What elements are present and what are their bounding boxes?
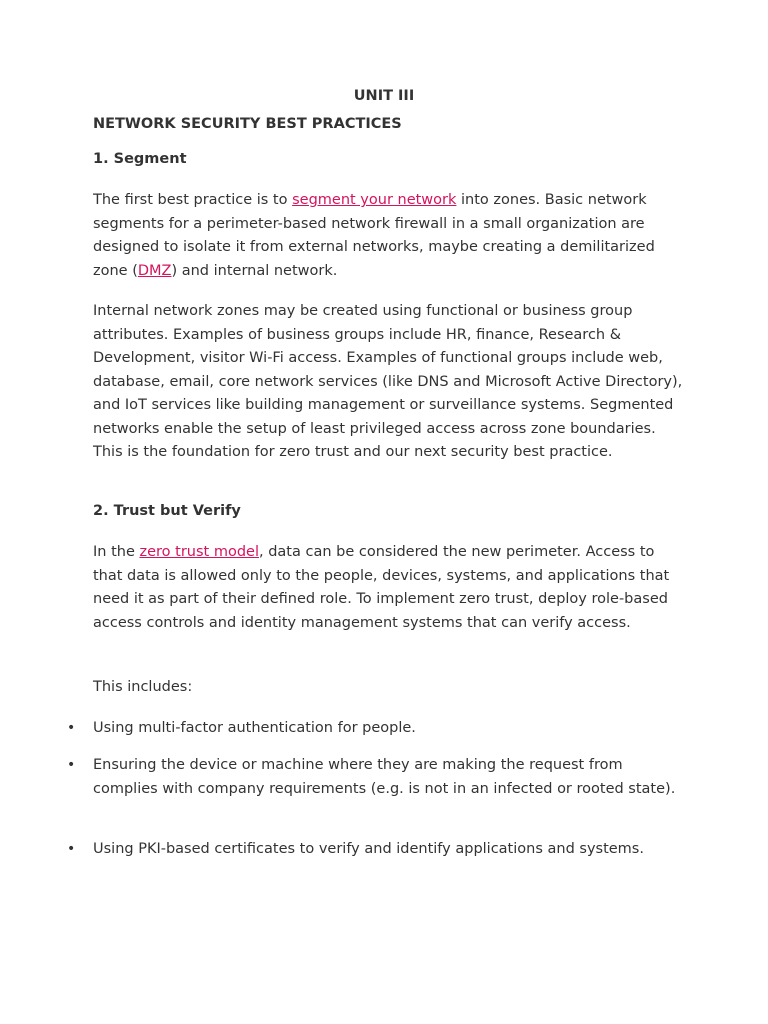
list-item-text: Using multi-factor authentication for people.	[93, 720, 416, 736]
bullet-icon: •	[67, 841, 76, 857]
text-run: ) and internal network.	[171, 262, 338, 279]
section-2-paragraph-2: This includes:	[93, 679, 193, 695]
segment-network-link[interactable]: segment your network	[292, 192, 457, 208]
text-run: The first best practice is to	[93, 192, 293, 208]
bullet-icon: •	[67, 720, 76, 736]
section-1-paragraph-1	[93, 189, 683, 283]
text-run: , data can be considered the new perimeter. Access to that data is allowed only to the people, devices, systems, and applications that need it as part of their defined role. To implement zero trust, deploy role-based access controls and identity management systems that can verify access.	[93, 544, 670, 631]
dmz-link[interactable]: DMZ	[137, 262, 172, 279]
section-1-paragraph-2: Internal network zones may be created using functional or business group attributes. Examples of business groups include HR, finance, Research & Development, visitor Wi-Fi access. Examples of functional groups include web, database, email, core network services (like DNS and Microsoft Active Directory), and IoT services like building management or surveillance systems. Segmented networks enable the setup of least privileged access across zone boundaries. This is the foundation for zero trust and our next security best practice.	[93, 303, 683, 460]
list-item-text: Ensuring the device or machine where they are making the request from complies with company requirements (e.g. is not in an infected or rooted state).	[93, 757, 676, 797]
document-title: NETWORK SECURITY BEST PRACTICES	[93, 116, 402, 132]
text-run: In the	[93, 544, 140, 560]
unit-label: UNIT III	[353, 88, 415, 104]
section-2-heading: 2. Trust but Verify	[93, 503, 241, 519]
list-item-text: Using PKI-based certificates to verify and identify applications and systems.	[93, 841, 644, 857]
section-1-heading: 1. Segment	[93, 151, 187, 167]
zero-trust-model-link[interactable]: zero trust model	[139, 544, 259, 560]
bullet-icon: •	[67, 757, 76, 773]
text-run: into zones. Basic network segments for a perimeter-based network firewall in a small organization are designed to isolate it from external networks, maybe creating a demilitarized zone (	[93, 192, 655, 279]
section-2-paragraph-1	[93, 541, 683, 635]
